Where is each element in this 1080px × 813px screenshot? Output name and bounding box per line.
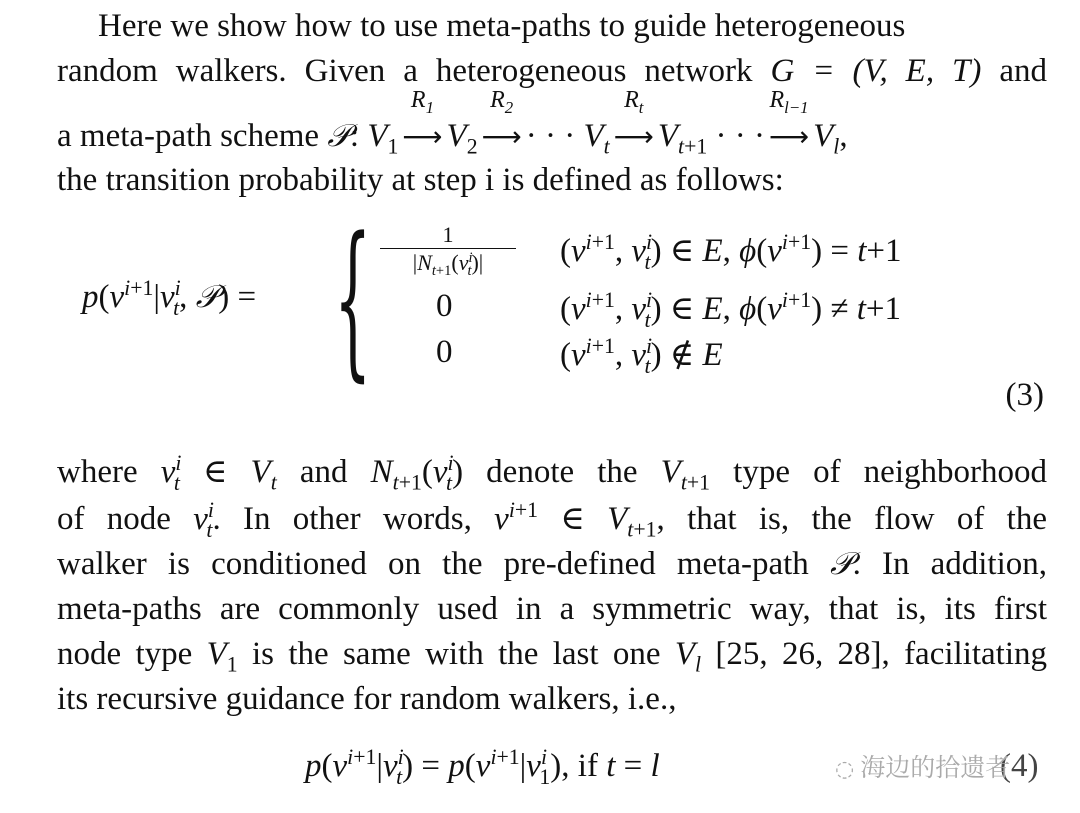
equation-3	[0, 201, 1080, 413]
eq3-cond1: ($v^{i+1}$, $v^i_t$) ∈ E, $\phi(v^{i+1}) = t+1$	[560, 230, 902, 274]
equation-4: $p(v^{i+1}|v^i_t) = p(v^{i+1}|v^i_1)$, if t = l	[305, 745, 660, 789]
para2-line1: where $v^i_t$ ∈ $V_t$ and $N_{t+1}(v^i_t)$ denote the $V_{t+1}$ type of neighborhood	[57, 451, 1047, 495]
watermark: ◌ 海边的拾遗者	[835, 753, 1011, 782]
meta-path-symbol: 𝒫	[327, 118, 350, 154]
para1-line4: the transition probability at step i is defined as follows:	[57, 162, 784, 198]
para2-line6: its recursive guidance for random walkers, i.e.,	[57, 681, 677, 717]
para1-line2: random walkers. Given a heterogeneous network G = (V, E, T) and	[57, 53, 1048, 89]
eq4-number: (4)	[1000, 748, 1039, 784]
eq3-brace: {	[334, 201, 372, 397]
eq3-number: (3)	[1005, 377, 1044, 413]
eq3-cond3: ($v^{i+1}$, $v^i_t$) ∉ E	[560, 334, 723, 378]
wechat-icon: ◌	[835, 757, 855, 782]
para2-line3: walker is conditioned on the pre-defined meta-path 𝒫. In addition,	[57, 546, 1047, 582]
para2-line2: of node $v^i_t$. In other words, $v^{i+1}$ ∈ $V_{t+1}$, that is, the flow of the	[57, 498, 1047, 542]
arrow-rt: $R_t$ ⟶	[613, 87, 654, 153]
para2-line4: meta-paths are commonly used in a symmetric way, that is, its first	[57, 591, 1047, 627]
eq3-zero1: 0	[436, 288, 453, 324]
para1-line1: Here we show how to use meta-paths to guide heterogeneous	[98, 8, 906, 44]
eq3-zero2: 0	[436, 334, 453, 370]
arrow-r2: $R_2$ ⟶	[481, 87, 522, 153]
para1-line3: a meta-path scheme 𝒫: $V_1$ $R_1$ ⟶ $V_2$ $R_2$ ⟶ · · · $V_t$ $R_t$ ⟶ $V_{t+1}$ · · · $R_{l-1}$ ⟶ $V_l$,	[57, 87, 848, 159]
arrow-rl: $R_{l-1}$ ⟶	[768, 87, 810, 153]
arrow-r1: $R_1$ ⟶	[402, 87, 443, 153]
eq3-lhs: $p(v^{i+1}|v^i_t$, 𝒫) =	[82, 276, 257, 320]
para2-line5: node type $V_1$ is the same with the last one $V_l$ [25, 26, 28], facilitating	[57, 636, 1048, 677]
eq3-cond2: ($v^{i+1}$, $v^i_t$) ∈ E, $\phi(v^{i+1}) \ne t+1$	[560, 288, 902, 332]
eq3-fraction: 1 $|N_{t+1}(v^i_t)|$	[378, 222, 518, 277]
